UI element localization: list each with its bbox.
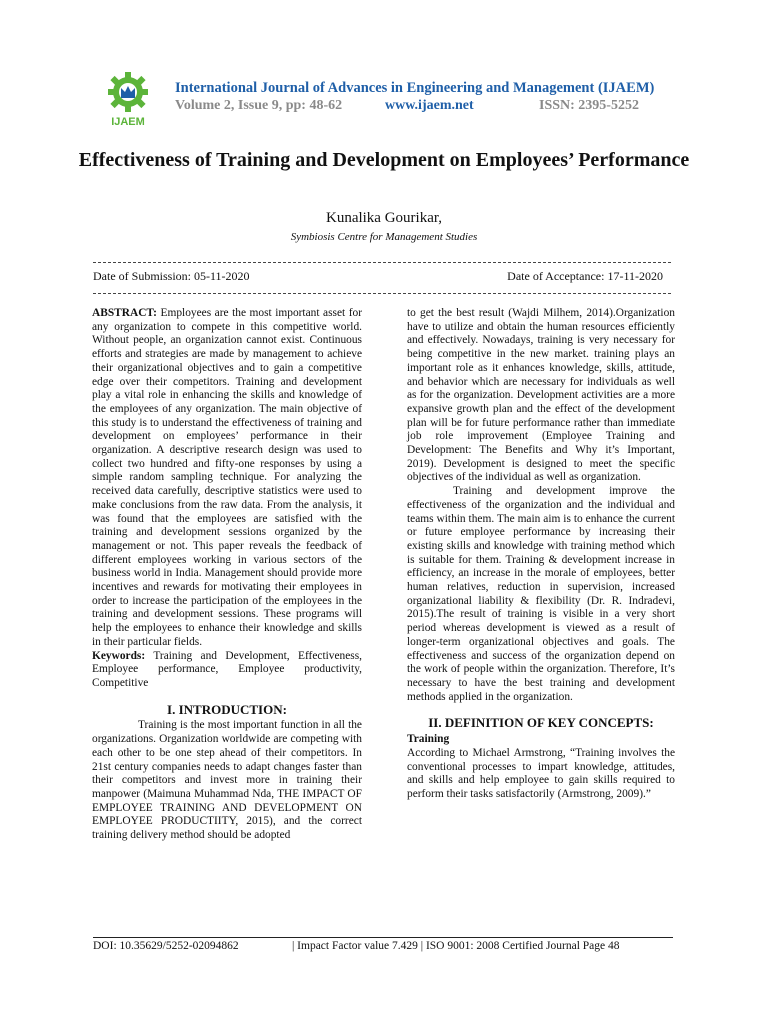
journal-url[interactable]: www.ijaem.net <box>385 98 474 113</box>
right-para-2: Training and development improve the effectiveness of the organization and the individual and teams within them. The main aim is to enhance the current or future employee performance by increasing their existing skills and knowledge with training method which is suitable for them. Training & development increase in efficiency, an increase in the morale of employees, better human relatives, reduction in supervision, increased organizational liability & flexibility (Dr. R. Indradevi, 2015).The result of training is visible in a very short period whereas development is viewed as a result of longer-term organizational objectives and goals. The effectiveness and success of the organization depend on the work of people within the organization. Therefore, It’s necessary to have the best training and development methods applied in the organization. <box>407 485 675 703</box>
acceptance-date: Date of Acceptance: 17-11-2020 <box>507 269 663 283</box>
intro-text: Training is the most important function in all the organizations. Organization worldwide are competing with each other to be one step ahead of their competitors. In 21st century companies needs to adapt changes faster than their competitors and invest more in training their manpower (Maimuna Muhammad Nda, THE IMPACT OF EMPLOYEE TRAINING AND DEVELOPMENT ON EMPLOYEE PRODUCTIITY, 2015), and the correct training delivery method should be adopted <box>92 719 362 842</box>
right-column <box>407 307 675 802</box>
section2-heading: II. DEFINITION OF KEY CONCEPTS: <box>428 715 654 731</box>
footer-rule <box>93 937 673 938</box>
keywords-label: Keywords: <box>92 649 146 662</box>
journal-meta <box>175 98 639 114</box>
dashed-divider-bottom <box>93 293 671 294</box>
article-author: Kunalika Gourikar, <box>325 210 443 226</box>
abstract-text: Employees are the most important asset for any organization to compete in this competitive world. Without people, an organization cannot exist. Continuous efforts and strategies are made by management to achieve their organizational objectives and to gain a competitive edge over their competitors. Training and development play a vital role in enhancing the skills and knowledge of the employees of any organization. The main objective of this study is to understand the effectiveness of training and development on employees’ performance in their organization. A descriptive research design was used to collect two hundred and fifty-one responses by using a simple random sampling technique. For analyzing the received data carefully, descriptive statistics were used to make conclusions from the raw data. From the analysis, it was found that the employees are satisfied with the training and development sessions organized by the management or not. This paper reveals the feedback of different employees working in various sectors of the business world in India. Management should provide more incentives and rewards for motivating their employees in order to increase the participation of the employees in the training and development sessions. These programs will help the employees to enhance their knowledge and skills in their particular fields. <box>92 307 362 648</box>
training-subheading: Training <box>407 733 450 746</box>
dashed-divider-top <box>93 262 671 263</box>
abstract <box>92 307 362 650</box>
keywords <box>92 650 362 691</box>
journal-logo <box>93 68 163 130</box>
abstract-label: ABSTRACT: <box>92 307 157 319</box>
left-column <box>92 307 362 843</box>
article-affiliation: Symbiosis Centre for Management Studies <box>290 231 478 243</box>
training-text: According to Michael Armstrong, “Training involves the conventional processes to impart knowledge, attitudes, and skills and help employee to gain skills required to perform their tasks satisfactorily (Armstrong, 2009).” <box>407 746 675 800</box>
submission-date: Date of Submission: 05-11-2020 <box>93 269 250 283</box>
keywords-text: Training and Development, Effectiveness, Employee performance, Employee productivity, Competitive <box>92 649 362 689</box>
date-row <box>93 269 663 284</box>
article-title: Effectiveness of Training and Development on Employees’ Performance <box>78 149 690 171</box>
logo-text: IJAEM <box>111 116 145 128</box>
footer-info: | Impact Factor value 7.429 | ISO 9001: 2008 Certified Journal Page 48 <box>292 940 620 952</box>
footer-doi: DOI: 10.35629/5252-02094862 <box>93 940 239 952</box>
gear-logo-icon <box>93 68 163 130</box>
journal-title: International Journal of Advances in Engineering and Management (IJAEM) <box>175 80 655 96</box>
journal-volume: Volume 2, Issue 9, pp: 48-62 <box>175 98 343 113</box>
right-para-1: to get the best result (Wajdi Milhem, 2014).Organization have to utilize and obtain the human resources efficiently and effectively. Nowadays, training is very necessary for being competitive in the new market. training plays an important role as it enhances knowledge, skills, attitude, and behavior which are necessary for individuals as well as for the organization. Development activities are a more expansive growth plan and the effect of the development plan will be for future performance rather than immediate job role improvement (Employee Training and Development: The Benefits and Why it’s Important, 2019). Development is designed to meet the specific objectives of the individual as well as organization. <box>407 307 675 484</box>
journal-issn: ISSN: 2395-5252 <box>539 98 639 113</box>
intro-heading: I. INTRODUCTION: <box>167 701 287 717</box>
